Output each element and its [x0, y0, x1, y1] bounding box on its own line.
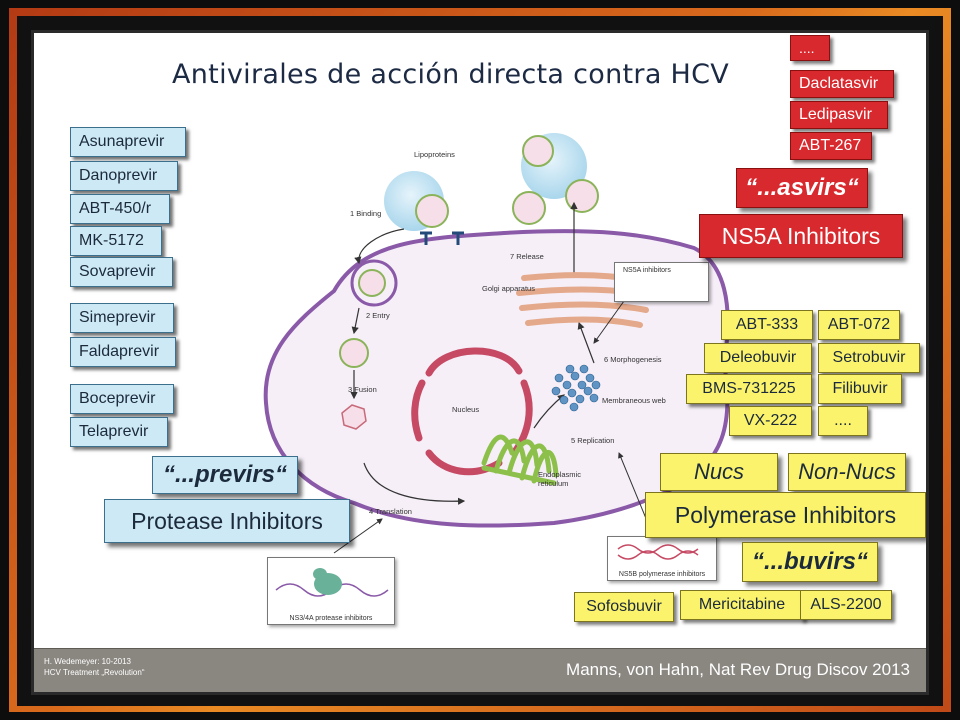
drug-sofosbuvir: Sofosbuvir — [574, 592, 674, 622]
ns5b-inhibitors-inset — [607, 536, 717, 581]
drug-daclatasvir: Daclatasvir — [790, 70, 894, 98]
virion-fusion — [340, 339, 368, 367]
label-entry: 2 Entry — [366, 311, 390, 320]
label-er: Endoplasmic reticulum — [538, 470, 581, 488]
virion-entry — [359, 270, 385, 296]
drug-bms-731225: BMS-731225 — [686, 374, 812, 404]
ns5a-inhibitors-inset — [614, 262, 709, 302]
drug-abt-267: ABT-267 — [790, 132, 872, 160]
polymerase-inhibitors-label: Polymerase Inhibitors — [645, 492, 926, 538]
polymerase-suffix-label: “...buvirs“ — [742, 542, 878, 582]
non-nucs-label: Non-Nucs — [788, 453, 906, 491]
ns5b-inset-caption: NS5B polymerase inhibitors — [618, 571, 706, 578]
label-golgi: Golgi apparatus — [482, 284, 535, 293]
drug-vx-222: VX-222 — [729, 406, 812, 436]
virion-release — [523, 136, 553, 166]
label-nucleus: Nucleus — [452, 405, 480, 414]
label-membranous-web: Membraneous web — [602, 396, 666, 405]
drug-mericitabine: Mericitabine — [680, 590, 804, 620]
label-morphogenesis: 6 Morphogenesis — [604, 355, 662, 364]
drug-faldaprevir: Faldaprevir — [70, 337, 176, 367]
label-fusion: 3 Fusion — [348, 385, 377, 394]
drug-telaprevir: Telaprevir — [70, 417, 168, 447]
label-lipoproteins: Lipoproteins — [414, 150, 455, 159]
slide — [31, 30, 929, 695]
virion-binding — [416, 195, 448, 227]
footer-author — [44, 656, 144, 678]
ns3-inhibitors-inset — [267, 557, 395, 625]
nucs-label: Nucs — [660, 453, 778, 491]
label-release: 7 Release — [510, 252, 544, 261]
label-translation: 4 Translation — [369, 507, 412, 516]
protease-suffix-label: “...previrs“ — [152, 456, 298, 494]
lipoprotein-4 — [513, 192, 545, 224]
drug-boceprevir: Boceprevir — [70, 384, 174, 414]
ns3-inset-caption: NS3/4A protease inhibitors — [289, 615, 373, 622]
drug-ledipasvir: Ledipasvir — [790, 101, 888, 129]
footer-citation: Manns, von Hahn, Nat Rev Drug Discov 2013 — [566, 660, 910, 679]
drug-filibuvir: Filibuvir — [818, 374, 902, 404]
protease-inhibitors-label: Protease Inhibitors — [104, 499, 350, 543]
drug-deleobuvir: Deleobuvir — [704, 343, 812, 373]
label-binding: 1 Binding — [350, 209, 382, 218]
drug-sovaprevir: Sovaprevir — [70, 257, 173, 287]
rna-strand-icon — [608, 537, 718, 567]
drug-asunaprevir: Asunaprevir — [70, 127, 186, 157]
footer-author-line2: HCV Treatment „Revolution“ — [44, 668, 145, 677]
drug-danoprevir: Danoprevir — [70, 161, 178, 191]
lipoprotein-3 — [566, 180, 598, 212]
drug-abt-333: ABT-333 — [721, 310, 813, 340]
drug-ns5a-more: .... — [790, 35, 830, 61]
ns5a-inset-caption: NS5A inhibitors — [623, 267, 671, 274]
ns5a-inhibitors-label: NS5A Inhibitors — [699, 214, 903, 258]
drug-als-2200: ALS-2200 — [800, 590, 892, 620]
drug-polymerase-more: .... — [818, 406, 868, 436]
label-replication: 5 Replication — [571, 436, 615, 445]
footer-author-line1: H. Wedemeyer: 10-2013 — [44, 657, 132, 666]
drug-abt-450r: ABT-450/r — [70, 194, 170, 224]
slide-title: Antivirales de acción directa contra HCV — [172, 59, 730, 90]
drug-mk-5172: MK-5172 — [70, 226, 162, 256]
ns5a-suffix-label: “...asvirs“ — [736, 168, 868, 208]
drug-setrobuvir: Setrobuvir — [818, 343, 920, 373]
drug-abt-072: ABT-072 — [818, 310, 900, 340]
slide-footer — [34, 648, 926, 692]
protease-structure-icon — [268, 558, 396, 608]
drug-simeprevir: Simeprevir — [70, 303, 174, 333]
